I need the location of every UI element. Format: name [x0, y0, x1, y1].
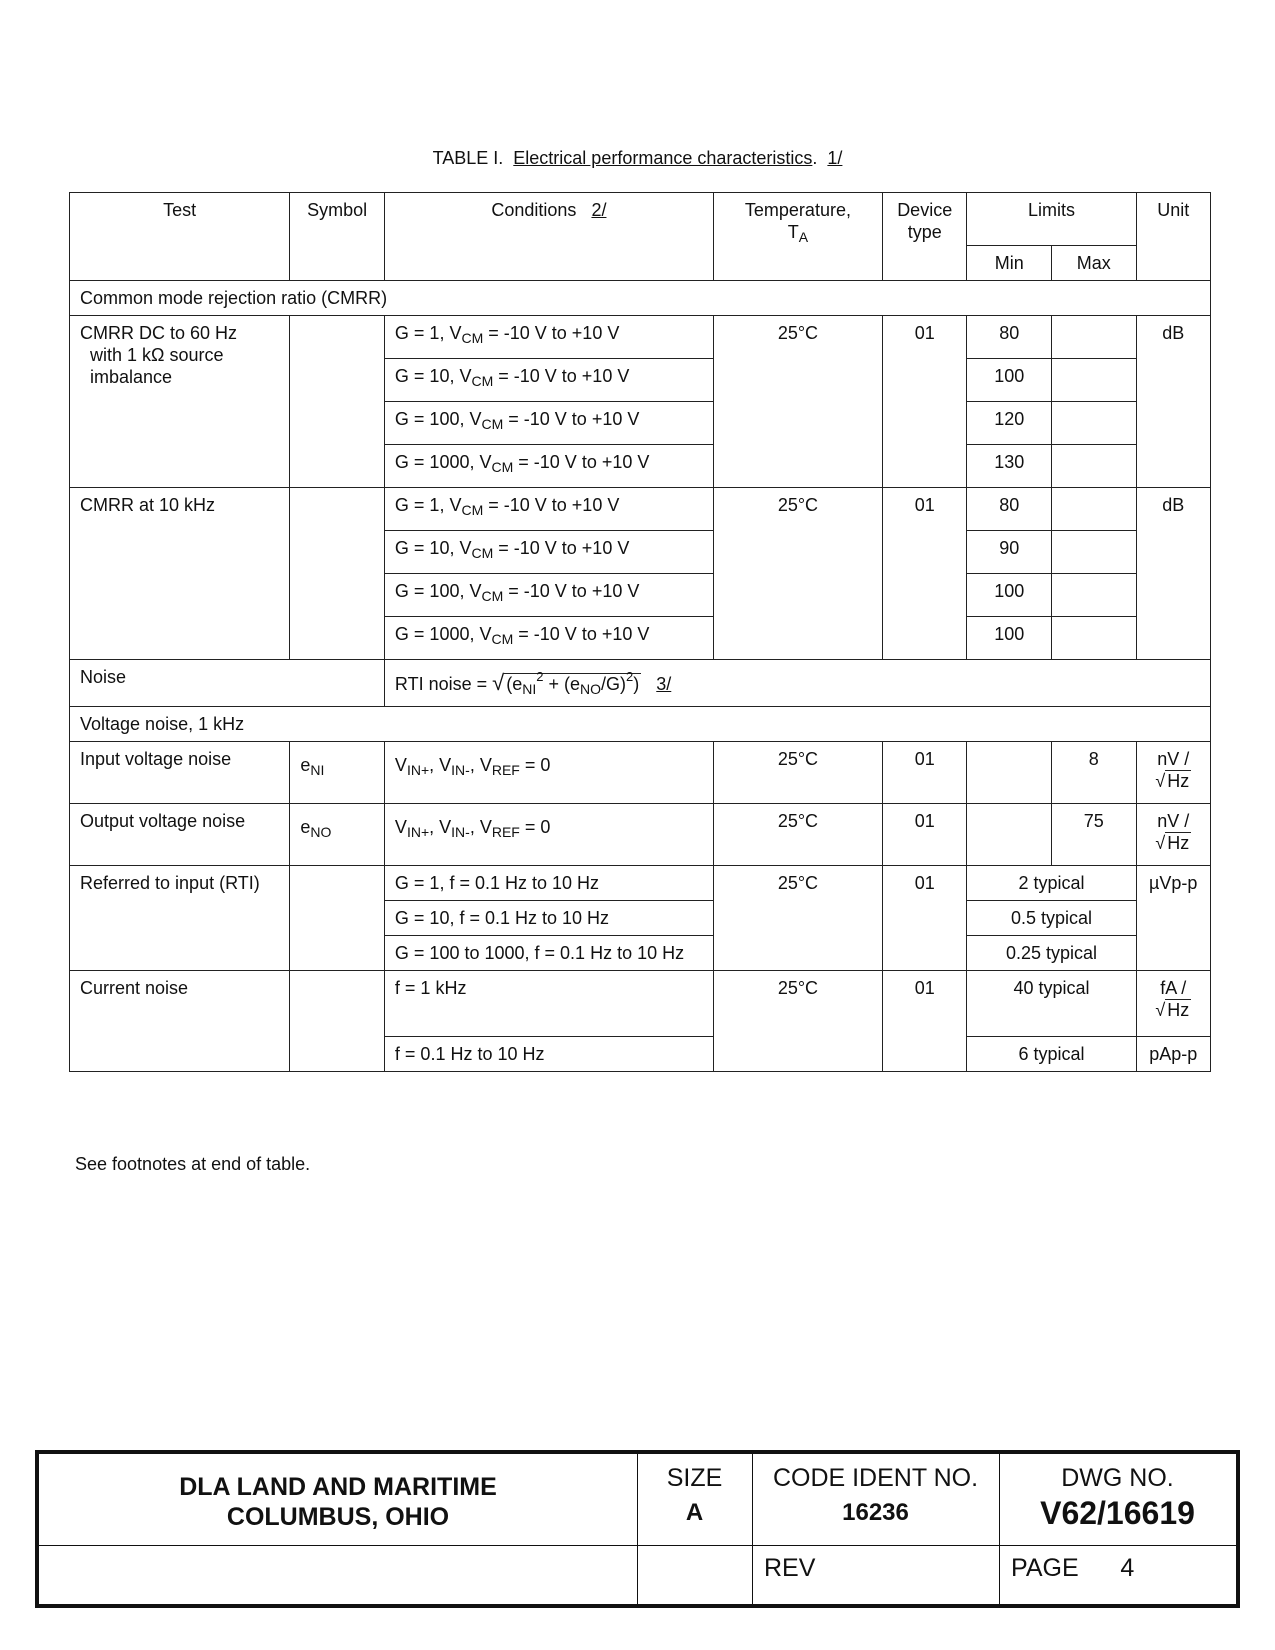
electrical-characteristics-table [69, 192, 1211, 1072]
code-ident-cell: CODE IDENT NO. 16236 [772, 1464, 979, 1526]
symbol-cell [290, 488, 385, 660]
temp-cell: 25°C [713, 316, 882, 488]
min-cell: 80 [967, 316, 1052, 359]
device-cell: 01 [882, 488, 967, 660]
table-row [70, 488, 1211, 531]
condition-cell: G = 10, $V_{CM} = -10$ V to +10 V [384, 531, 713, 574]
caption-title: Electrical performance characteristics [513, 148, 813, 168]
title-block [35, 1450, 1240, 1608]
condition-cell: G = 10, $V_{CM} = -10$ V to +10 V [384, 359, 713, 402]
unit-cell: dB [1136, 316, 1210, 488]
table-caption: TABLE I. Electrical performance characteristics. 1/ [432, 148, 843, 168]
min-cell [967, 742, 1052, 804]
test-cell: CMRR DC to 60 Hz with 1 kΩ source imbalance [70, 316, 290, 488]
max-cell [1051, 359, 1136, 402]
max-cell: 8 [1051, 742, 1136, 804]
device-cell: 01 [882, 316, 967, 488]
unit-cell: dB [1136, 488, 1210, 660]
max-cell: 75 [1051, 804, 1136, 866]
limit-cell: 0.25 typical [967, 936, 1136, 971]
dwg-no-cell: DWG NO. V62/16619 [1040, 1464, 1195, 1531]
sqrt-icon: √ [1155, 771, 1166, 791]
section-row [70, 281, 1211, 316]
size-cell: SIZE A [666, 1464, 723, 1526]
condition-cell: G = 1, f = 0.1 Hz to 10 Hz [384, 866, 713, 901]
condition-cell: G = 1000, $V_{CM} = -10$ V to +10 V [384, 445, 713, 488]
condition-cell: f = 0.1 Hz to 10 Hz [384, 1037, 713, 1072]
device-cell: 01 [882, 742, 967, 804]
max-cell [1051, 531, 1136, 574]
max-cell [1051, 488, 1136, 531]
condition-cell: G = 10, f = 0.1 Hz to 10 Hz [384, 901, 713, 936]
limit-cell: 0.5 typical [967, 901, 1136, 936]
temp-cell: 25°C [713, 971, 882, 1072]
caption-prefix: TABLE I. [432, 148, 504, 168]
symbol-cell [290, 866, 385, 971]
table-row [70, 866, 1211, 901]
min-cell: 80 [967, 488, 1052, 531]
caption-note: 1/ [827, 148, 843, 168]
header-symbol: Symbol [290, 193, 385, 281]
unit-cell: pAp-p [1136, 1037, 1210, 1072]
condition-cell: G = 1, $V_{CM} = -10$ V to +10 V [384, 488, 713, 531]
unit-cell: nV / √ Hz [1136, 804, 1210, 866]
condition-cell: $V_{IN+}$, $V_{IN-}$, $V_{REF} = 0$ [384, 804, 713, 866]
max-cell [1051, 574, 1136, 617]
min-cell: 130 [967, 445, 1052, 488]
header-conditions: Conditions 2/ [384, 193, 713, 281]
header-temperature: Temperature, $T_A$ [713, 193, 882, 281]
section-row [70, 707, 1211, 742]
condition-cell: G = 1, $V_{CM} = -10$ V to +10 V [384, 316, 713, 359]
header-max: Max [1051, 246, 1136, 281]
max-cell [1051, 316, 1136, 359]
condition-cell: f = 1 kHz [384, 971, 713, 1037]
header-test: Test [70, 193, 290, 281]
max-cell [1051, 445, 1136, 488]
limit-cell: 6 typical [967, 1037, 1136, 1072]
header-limits: Limits [967, 193, 1136, 246]
min-cell: 100 [967, 617, 1052, 660]
unit-cell: fA / √ Hz [1136, 971, 1210, 1037]
min-cell: 100 [967, 574, 1052, 617]
test-cell: CMRR at 10 kHz [70, 488, 290, 660]
max-cell [1051, 402, 1136, 445]
device-cell: 01 [882, 866, 967, 971]
limit-cell: 2 typical [967, 866, 1136, 901]
condition-cell: G = 100, $V_{CM} = -10$ V to +10 V [384, 574, 713, 617]
unit-cell: µVp-p [1136, 866, 1210, 971]
table-row [70, 742, 1211, 804]
min-cell: 100 [967, 359, 1052, 402]
header-row [70, 193, 1211, 246]
temp-cell: 25°C [713, 804, 882, 866]
symbol-cell [290, 316, 385, 488]
temp-cell: 25°C [713, 488, 882, 660]
sqrt-icon: √ [492, 670, 505, 695]
table-row [70, 804, 1211, 866]
page-cell: PAGE 4 [1011, 1554, 1135, 1582]
agency-name: DLA LAND AND MARITIME COLUMBUS, OHIO [179, 1473, 497, 1531]
section-cmrr: Common mode rejection ratio (CMRR) [70, 281, 1211, 316]
condition-cell: G = 1000, $V_{CM} = -10$ V to +10 V [384, 617, 713, 660]
min-cell: 120 [967, 402, 1052, 445]
min-cell [967, 804, 1052, 866]
test-cell: Current noise [70, 971, 290, 1072]
noise-label: Noise [70, 660, 385, 707]
symbol-cell: $e_{NI}$ [290, 742, 385, 804]
sqrt-icon: √ [1155, 1000, 1166, 1020]
test-cell: Input voltage noise [70, 742, 290, 804]
limit-cell: 40 typical [967, 971, 1136, 1037]
noise-row [70, 660, 1211, 707]
condition-cell: G = 100 to 1000, f = 0.1 Hz to 10 Hz [384, 936, 713, 971]
unit-cell: nV / √ Hz [1136, 742, 1210, 804]
sqrt-icon: √ [1155, 833, 1166, 853]
symbol-cell [290, 971, 385, 1072]
test-cell: Output voltage noise [70, 804, 290, 866]
header-unit: Unit [1136, 193, 1210, 281]
footnote: See footnotes at end of table. [75, 1154, 311, 1174]
header-min: Min [967, 246, 1052, 281]
max-cell [1051, 617, 1136, 660]
table-row [70, 316, 1211, 359]
noise-formula: RTI noise = √ $(e_{NI}^2 + (e_{NO}/G)^2)$ 3/ [384, 660, 1210, 707]
section-voltage-noise: Voltage noise, 1 kHz [70, 707, 1211, 742]
temp-cell: 25°C [713, 742, 882, 804]
temp-cell: 25°C [713, 866, 882, 971]
test-cell: Referred to input (RTI) [70, 866, 290, 971]
min-cell: 90 [967, 531, 1052, 574]
table-row [70, 971, 1211, 1037]
rev-label: REV [764, 1554, 816, 1582]
condition-cell: $V_{IN+}$, $V_{IN-}$, $V_{REF} = 0$ [384, 742, 713, 804]
condition-cell: G = 100, $V_{CM} = -10$ V to +10 V [384, 402, 713, 445]
header-device-type: Device type [882, 193, 967, 281]
symbol-cell: $e_{NO}$ [290, 804, 385, 866]
device-cell: 01 [882, 971, 967, 1072]
device-cell: 01 [882, 804, 967, 866]
